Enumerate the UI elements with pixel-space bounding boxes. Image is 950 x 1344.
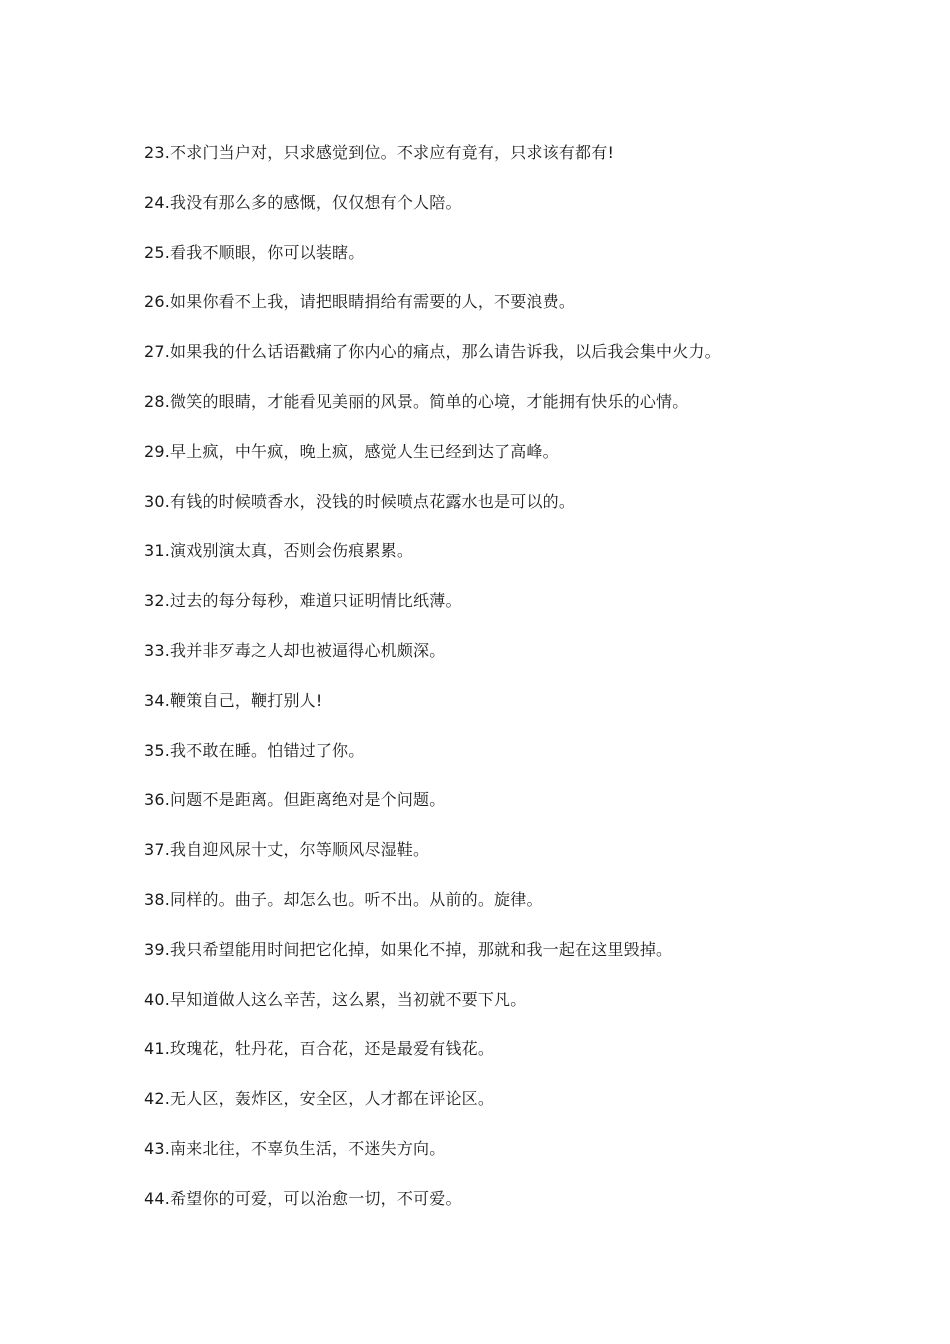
- list-item: 44.希望你的可爱，可以治愈一切，不可爱。: [144, 1188, 462, 1208]
- list-item: 23.不求门当户对，只求感觉到位。不求应有竟有，只求该有都有!: [144, 143, 615, 162]
- list-item: 35.我不敢在睡。怕错过了你。: [144, 740, 365, 760]
- list-item: 26.如果你看不上我，请把眼睛捐给有需要的人，不要浪费。: [144, 292, 576, 312]
- list-item: 29.早上疯，中午疯，晚上疯，感觉人生已经到达了高峰。: [144, 441, 559, 461]
- list-item: 28.微笑的眼睛，才能看见美丽的风景。简单的心境，才能拥有快乐的心情。: [144, 391, 689, 411]
- list-item: 27.如果我的什么话语戳痛了你内心的痛点，那么请告诉我，以后我会集中火力。: [144, 342, 721, 362]
- quote-list: [144, 140, 844, 1236]
- list-item: 36.问题不是距离。但距离绝对是个问题。: [144, 790, 446, 810]
- list-item: 42.无人区，轰炸区，安全区，人才都在评论区。: [144, 1089, 495, 1109]
- list-item: 32.过去的每分每秒，难道只证明情比纸薄。: [144, 591, 462, 611]
- list-item: 30.有钱的时候喷香水，没钱的时候喷点花露水也是可以的。: [144, 491, 576, 511]
- list-item: 24.我没有那么多的感慨，仅仅想有个人陪。: [144, 192, 462, 212]
- list-item: 39.我只希望能用时间把它化掉，如果化不掉，那就和我一起在这里毁掉。: [144, 939, 673, 959]
- list-item: 34.鞭策自己，鞭打别人!: [144, 690, 323, 710]
- list-item: 25.看我不顺眼，你可以装瞎。: [144, 242, 365, 262]
- list-item: 31.演戏别演太真，否则会伤痕累累。: [144, 541, 414, 561]
- list-item: 33.我并非歹毒之人却也被逼得心机颇深。: [144, 640, 446, 660]
- list-item: 41.玫瑰花，牡丹花，百合花，还是最爱有钱花。: [144, 1039, 495, 1059]
- list-item: 43.南来北往，不辜负生活，不迷失方向。: [144, 1138, 446, 1158]
- list-item: 38.同样的。曲子。却怎么也。听不出。从前的。旋律。: [144, 889, 543, 909]
- list-item: 37.我自迎风尿十丈，尔等顺风尽湿鞋。: [144, 840, 430, 860]
- list-item: 40.早知道做人这么辛苦，这么累，当初就不要下凡。: [144, 989, 527, 1009]
